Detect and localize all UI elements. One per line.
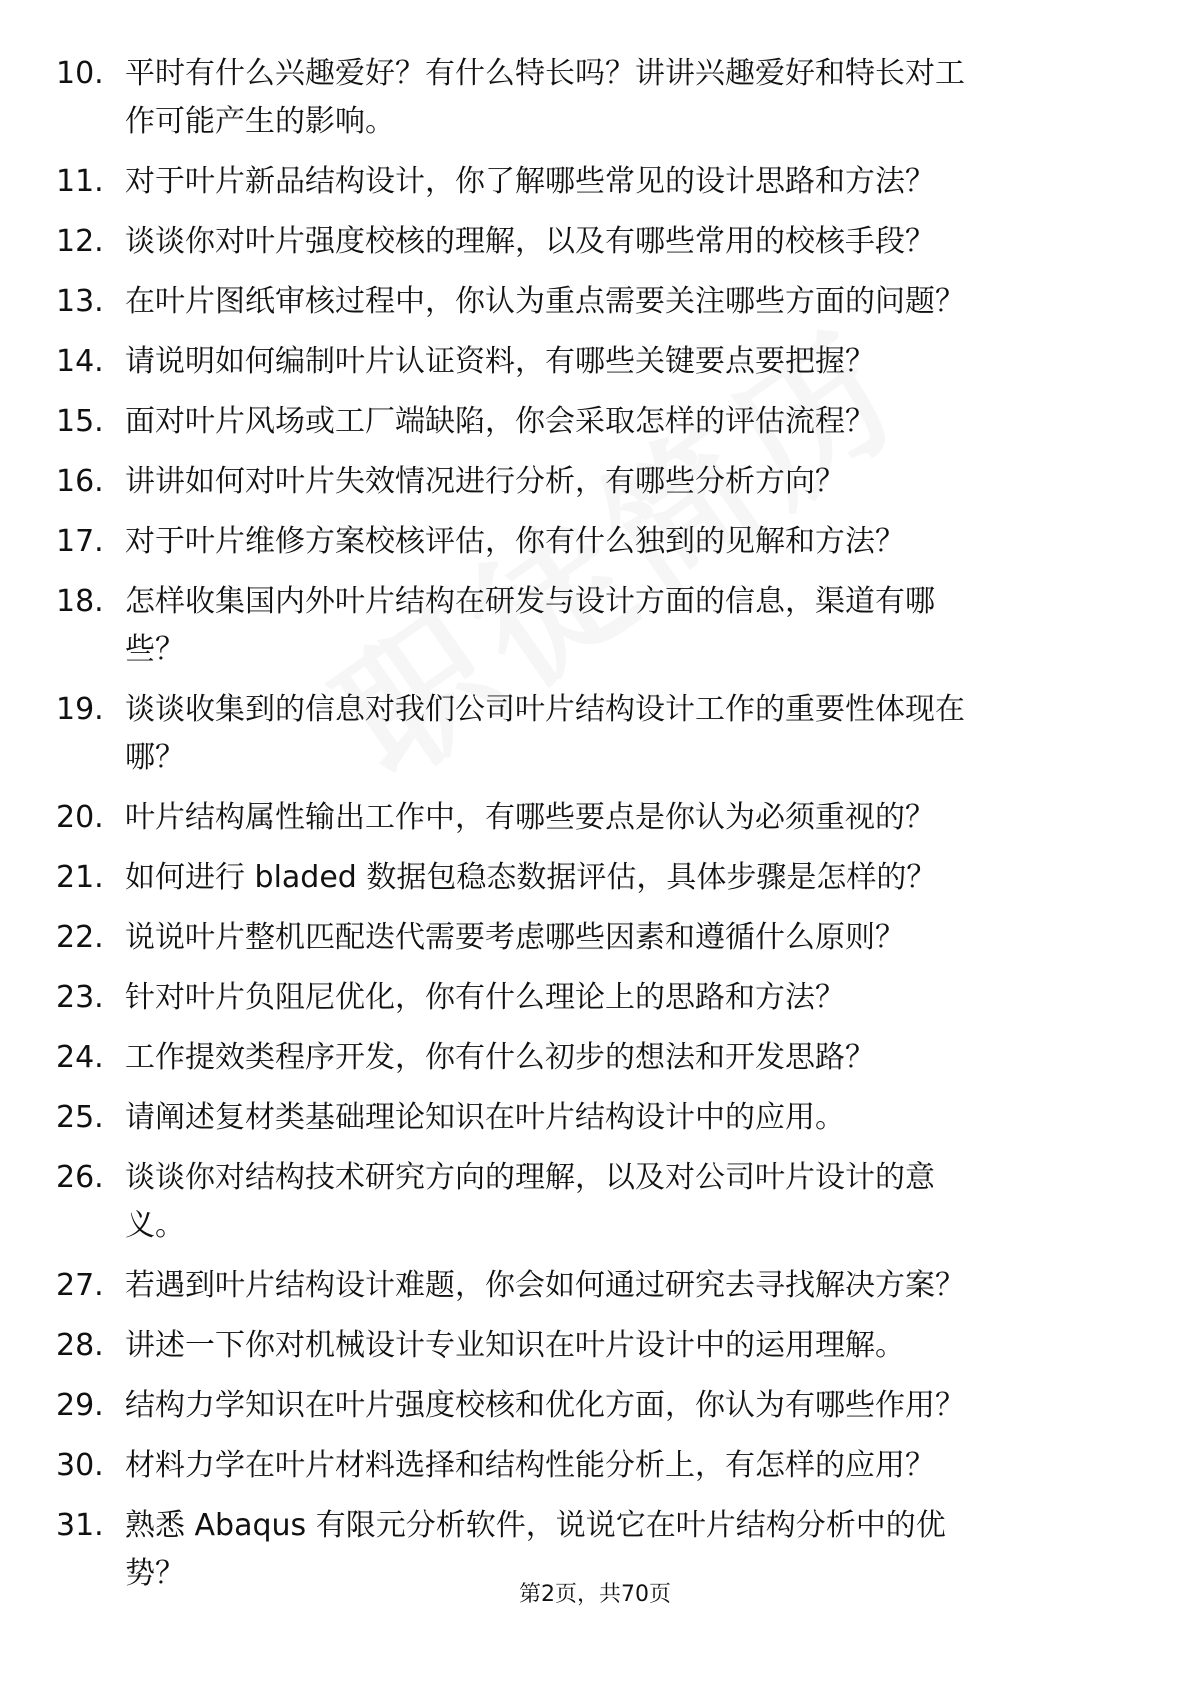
question-text: 如何进行 bladed 数据包稳态数据评估，具体步骤是怎样的？ — [125, 860, 937, 895]
question-text: 针对叶片负阻尼优化，你有什么理论上的思路和方法？ — [125, 980, 845, 1015]
question-item — [56, 914, 1116, 962]
question-item — [56, 1034, 1116, 1082]
question-item — [56, 578, 1116, 674]
question-number: 21. — [56, 860, 104, 895]
question-number: 17. — [56, 524, 104, 559]
question-number: 20. — [56, 800, 104, 835]
question-item — [56, 1094, 1116, 1142]
question-item — [56, 1442, 1116, 1490]
question-item — [56, 686, 1116, 782]
question-text: 结构力学知识在叶片强度校核和优化方面，你认为有哪些作用？ — [125, 1388, 965, 1423]
question-item — [56, 1322, 1116, 1370]
question-number: 27. — [56, 1268, 104, 1303]
question-item — [56, 1154, 1116, 1250]
question-item — [56, 1382, 1116, 1430]
question-text: 面对叶片风场或工厂端缺陷，你会采取怎样的评估流程？ — [125, 404, 875, 439]
question-item — [56, 458, 1116, 506]
question-number: 14. — [56, 344, 104, 379]
question-text: 工作提效类程序开发，你有什么初步的想法和开发思路？ — [125, 1040, 875, 1075]
question-item — [56, 398, 1116, 446]
question-number: 12. — [56, 224, 104, 259]
question-number: 10. — [56, 56, 104, 91]
question-text: 在叶片图纸审核过程中，你认为重点需要关注哪些方面的问题？ — [125, 284, 965, 319]
question-number: 30. — [56, 1448, 104, 1483]
question-number: 18. — [56, 584, 104, 619]
question-text: 对于叶片新品结构设计，你了解哪些常见的设计思路和方法？ — [125, 164, 935, 199]
question-item — [56, 1262, 1116, 1310]
question-number: 28. — [56, 1328, 104, 1363]
question-text: 怎样收集国内外叶片结构在研发与设计方面的信息，渠道有哪 些？ — [125, 584, 935, 667]
page-footer: 第2页，共70页 — [519, 1582, 671, 1607]
question-number: 25. — [56, 1100, 104, 1135]
question-text: 谈谈你对叶片强度校核的理解，以及有哪些常用的校核手段？ — [125, 224, 935, 259]
question-number: 31. — [56, 1508, 104, 1543]
question-text: 叶片结构属性输出工作中，有哪些要点是你认为必须重视的？ — [125, 800, 935, 835]
question-text: 讲讲如何对叶片失效情况进行分析，有哪些分析方向？ — [125, 464, 845, 499]
question-number: 24. — [56, 1040, 104, 1075]
question-text: 讲述一下你对机械设计专业知识在叶片设计中的运用理解。 — [125, 1328, 905, 1363]
question-number: 22. — [56, 920, 104, 955]
question-text: 请说明如何编制叶片认证资料，有哪些关键要点要把握？ — [125, 344, 875, 379]
question-number: 23. — [56, 980, 104, 1015]
question-text: 材料力学在叶片材料选择和结构性能分析上，有怎样的应用？ — [125, 1448, 935, 1483]
question-number: 26. — [56, 1160, 104, 1195]
question-item — [56, 338, 1116, 386]
question-text: 谈谈你对结构技术研究方向的理解，以及对公司叶片设计的意 义。 — [125, 1160, 935, 1243]
question-number: 16. — [56, 464, 104, 499]
question-item — [56, 518, 1116, 566]
question-item — [56, 278, 1116, 326]
question-text: 谈谈收集到的信息对我们公司叶片结构设计工作的重要性体现在 哪？ — [125, 692, 965, 775]
question-item — [56, 854, 1116, 902]
question-item — [56, 50, 1116, 146]
question-item — [56, 158, 1116, 206]
question-number: 19. — [56, 692, 104, 727]
question-text: 熟悉 Abaqus 有限元分析软件，说说它在叶片结构分析中的优 势？ — [125, 1508, 946, 1591]
question-text: 请阐述复材类基础理论知识在叶片结构设计中的应用。 — [125, 1100, 845, 1135]
question-item — [56, 974, 1116, 1022]
question-number: 29. — [56, 1388, 104, 1423]
question-item — [56, 218, 1116, 266]
question-list — [56, 50, 1116, 1610]
question-item — [56, 794, 1116, 842]
question-text: 说说叶片整机匹配迭代需要考虑哪些因素和遵循什么原则？ — [125, 920, 905, 955]
question-text: 平时有什么兴趣爱好？有什么特长吗？讲讲兴趣爱好和特长对工 作可能产生的影响。 — [125, 56, 965, 139]
question-number: 13. — [56, 284, 104, 319]
question-text: 对于叶片维修方案校核评估，你有什么独到的见解和方法？ — [125, 524, 905, 559]
question-number: 11. — [56, 164, 104, 199]
question-number: 15. — [56, 404, 104, 439]
question-text: 若遇到叶片结构设计难题，你会如何通过研究去寻找解决方案？ — [125, 1268, 965, 1303]
